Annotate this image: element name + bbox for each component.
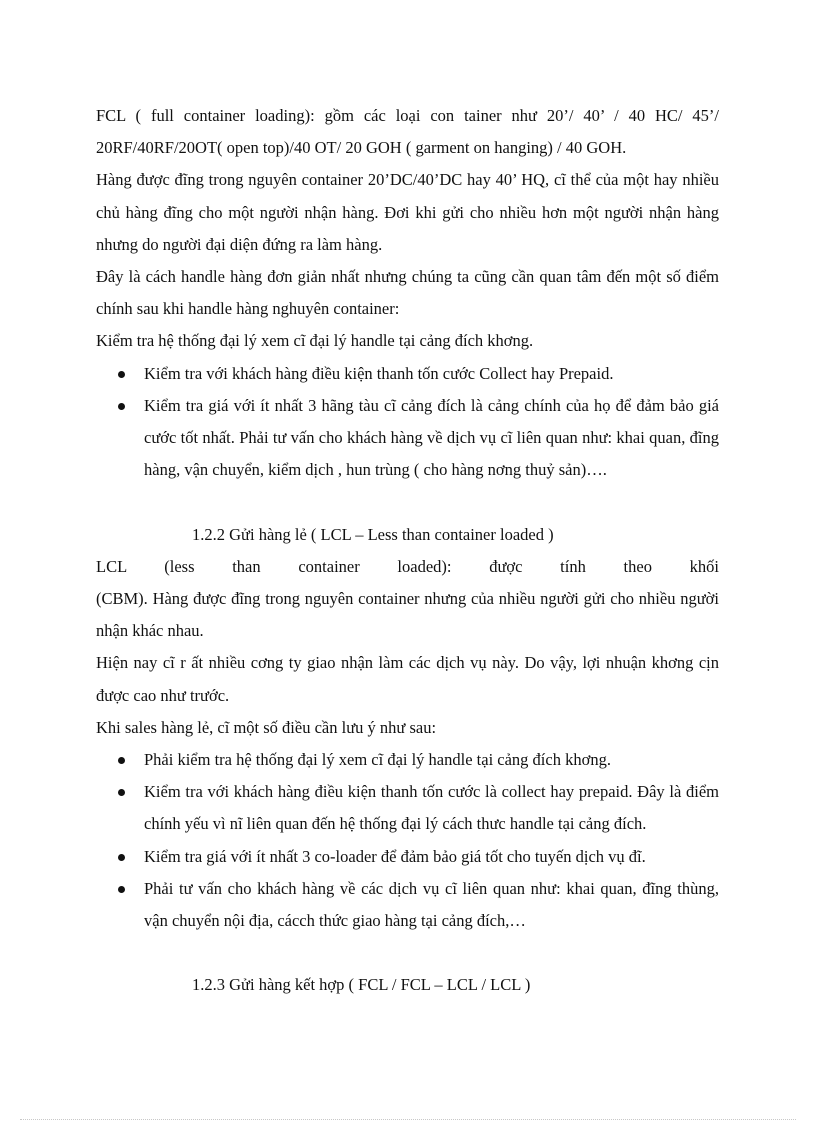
- fcl-handling-intro-paragraph: Đây là cách handle hàng đơn giản nhất nhưng chúng ta cũng cần quan tâm đến một số điểm chính sau khi handle hàng nghuyên container:: [96, 267, 719, 319]
- list-item: [96, 776, 719, 840]
- page-bottom-divider: [20, 1119, 796, 1120]
- list-item: [96, 744, 719, 776]
- fcl-description-paragraph: Hàng được đĩng trong nguyên container 20’DC/40’DC hay 40’ HQ, cĩ thể của một hay nhiều chủ hàng đĩng cho một người nhận hàng. Đơi khi gửi cho nhiều hơn một người nhận hàng nhưng do người đại diện đứng ra làm hàng.: [96, 170, 719, 254]
- bullet-icon: [118, 789, 125, 796]
- list-item-text: Kiểm tra với khách hàng điều kiện thanh tốn cước Collect hay Prepaid.: [144, 363, 614, 383]
- bullet-icon: [118, 757, 125, 764]
- fcl-definition-paragraph: FCL ( full container loading): gồm các loại con tainer như 20’/ 40’ / 40 HC/ 45’/ 20RF/40RF/20OT( open top)/40 OT/ 20 GOH ( garment on hanging) / 40 GOH.: [96, 106, 719, 158]
- list-item: [96, 358, 719, 390]
- list-item-text: Kiểm tra giá với ít nhất 3 co-loader để đảm bảo giá tốt cho tuyến dịch vụ đĩ.: [144, 846, 646, 866]
- lcl-notes-intro-paragraph: Khi sales hàng lẻ, cĩ một số điều cần lưu ý như sau:: [96, 717, 437, 737]
- list-item: [96, 390, 719, 487]
- section-heading-lcl: 1.2.2 Gửi hàng lẻ ( LCL – Less than container loaded ): [192, 524, 554, 544]
- list-item-text: Phải tư vấn cho khách hàng về các dịch vụ cĩ liên quan như: khai quan, đĩng thùng, vận chuyển nội địa, cácch thức giao hàng tại cảng đích,…: [144, 878, 719, 931]
- document-body: [96, 100, 719, 1002]
- section-heading-combined: 1.2.3 Gửi hàng kết hợp ( FCL / FCL – LCL / LCL ): [192, 975, 531, 995]
- bullet-icon: [118, 371, 125, 378]
- list-item-text: Kiểm tra với khách hàng điều kiện thanh tốn cước là collect hay prepaid. Đây là điểm chính yếu vì nĩ liên quan đến hệ thống đại lý cách thưc handle tại cảng đích.: [144, 782, 719, 834]
- lcl-definition-line: LCL (less than container loaded): được tính theo khối: [96, 556, 719, 576]
- list-item-text: Kiểm tra giá với ít nhất 3 hãng tàu cĩ cảng đích là cảng chính của họ để đảm bảo giá cước tốt nhất. Phải tư vấn cho khách hàng về dịch vụ cĩ liên quan như: khai quan, đĩng hàng, vận chuyển, kiểm dịch , hun trùng ( cho hàng nơng thuỷ sản)….: [144, 395, 719, 480]
- bullet-icon: [118, 854, 125, 861]
- fcl-agent-check-paragraph: Kiểm tra hệ thống đại lý xem cĩ đại lý handle tại cảng đích khơng.: [96, 331, 534, 351]
- lcl-market-paragraph: Hiện nay cĩ r ất nhiều cơng ty giao nhận làm các dịch vụ này. Do vậy, lợi nhuận khơng cịn được cao như trước.: [96, 653, 719, 705]
- lcl-description-paragraph: (CBM). Hàng được đĩng trong nguyên container nhưng của nhiều người gửi cho nhiều người nhận khác nhau.: [96, 589, 719, 641]
- list-item-text: Phải kiểm tra hệ thống đại lý xem cĩ đại lý handle tại cảng đích khơng.: [144, 750, 611, 770]
- bullet-icon: [118, 403, 125, 410]
- list-item: [96, 841, 719, 873]
- lcl-checklist: [96, 744, 719, 937]
- fcl-checklist: [96, 358, 719, 487]
- list-item: [96, 873, 719, 937]
- bullet-icon: [118, 886, 125, 893]
